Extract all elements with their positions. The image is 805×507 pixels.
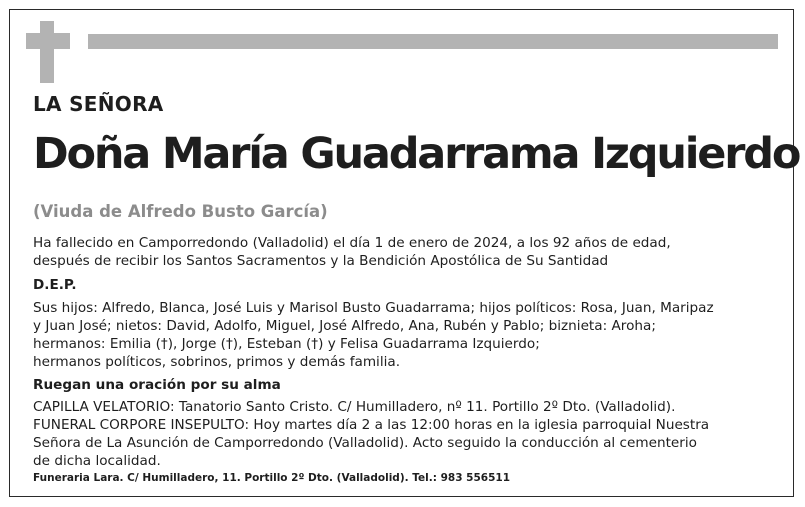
announcement-line: Ha fallecido en Camporredondo (Valladolid) el día 1 de enero de 2024, a los 92 años de edad, <box>33 235 671 251</box>
funeral-home-footer: Funeraria Lara. C/ Humilladero, 11. Portillo 2º Dto. (Valladolid). Tel.: 983 556511 <box>33 472 510 484</box>
family-line: hermanos: Emilia (†), Jorge (†), Esteban (†) y Felisa Guadarrama Izquierdo; <box>33 336 540 352</box>
cross-icon-arm <box>26 33 70 49</box>
service-line: CAPILLA VELATORIO: Tanatorio Santo Cristo. C/ Humilladero, nº 11. Portillo 2º Dto. (Valladolid). <box>33 399 676 415</box>
service-line: de dicha localidad. <box>33 453 161 469</box>
service-line: FUNERAL CORPORE INSEPULTO: Hoy martes día 2 a las 12:00 horas en la iglesia parroquial Nuestra <box>33 417 710 433</box>
prayer-request: Ruegan una oración por su alma <box>33 377 281 393</box>
cross-icon <box>40 21 54 83</box>
announcement-line: después de recibir los Santos Sacramentos y la Bendición Apostólica de Su Santidad <box>33 253 609 269</box>
widow-note: (Viuda de Alfredo Busto García) <box>33 202 328 221</box>
salutation: LA SEÑORA <box>33 92 164 116</box>
family-line: hermanos políticos, sobrinos, primos y demás familia. <box>33 354 401 370</box>
service-line: Señora de La Asunción de Camporredondo (Valladolid). Acto seguido la conducción al cementerio <box>33 435 697 451</box>
deceased-name: Doña María Guadarrama Izquierdo <box>33 129 800 179</box>
header-bar <box>88 34 778 49</box>
family-line: Sus hijos: Alfredo, Blanca, José Luis y Marisol Busto Guadarrama; hijos políticos: Rosa, Juan, Maripaz <box>33 300 714 316</box>
family-line: y Juan José; nietos: David, Adolfo, Miguel, José Alfredo, Ana, Rubén y Pablo; biznieta: Aroha; <box>33 318 656 334</box>
dep-label: D.E.P. <box>33 277 77 293</box>
